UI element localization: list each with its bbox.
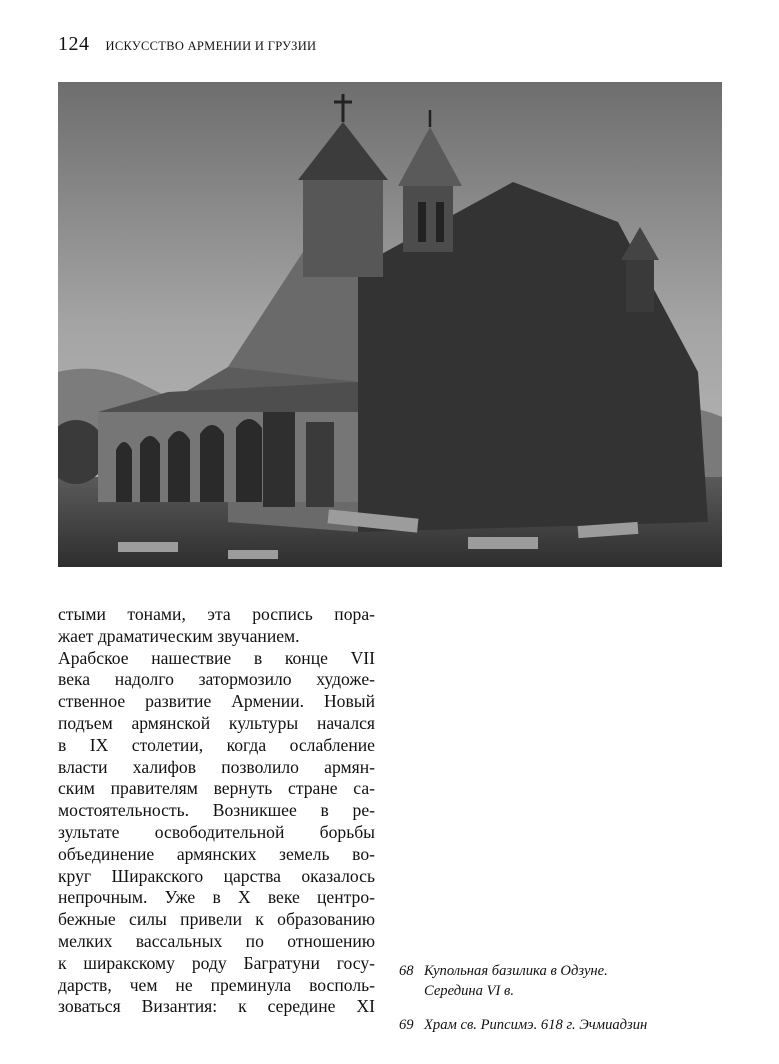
running-title: ИСКУССТВО АРМЕНИИ И ГРУЗИИ bbox=[105, 39, 317, 53]
body-line: круг Ширакского царства оказалось bbox=[58, 865, 375, 886]
caption-69 bbox=[399, 1015, 739, 1035]
page-number: 124 bbox=[58, 33, 90, 55]
body-text bbox=[58, 604, 375, 1018]
body-line: дарств, чем не преминула восполь- bbox=[58, 974, 375, 995]
body-line: в IX столетии, когда ослабление bbox=[58, 734, 375, 755]
body-line: зоваться Византия: к середине XI bbox=[58, 996, 375, 1017]
body-line: бежные силы привели к образованию bbox=[58, 909, 375, 930]
body-line: мелких вассальных по отношению bbox=[58, 930, 375, 951]
body-line: века надолго затормозило художе- bbox=[58, 669, 375, 690]
body-line: власти халифов позволило армян- bbox=[58, 756, 375, 777]
caption-text bbox=[424, 961, 739, 1001]
caption-line: Храм св. Рипсимэ. 618 г. Эчмиадзин bbox=[424, 1017, 648, 1033]
basilica-image bbox=[58, 82, 722, 567]
caption-line: Купольная базилика в Одзуне. bbox=[424, 963, 608, 979]
body-line: объединение армянских земель во- bbox=[58, 843, 375, 864]
body-line: ским правителям вернуть стране са- bbox=[58, 778, 375, 799]
body-line: подъем армянской культуры начался bbox=[58, 712, 375, 733]
caption-number: 69 bbox=[399, 1017, 414, 1033]
body-line: зультате освободительной борьбы bbox=[58, 821, 375, 842]
body-line: стыми тонами, эта роспись пора- bbox=[58, 604, 375, 624]
running-header bbox=[58, 33, 316, 61]
caption-line: Середина VI в. bbox=[424, 983, 514, 999]
body-line: жает драматическим звучанием. bbox=[58, 625, 300, 646]
body-line: ственное развитие Армении. Новый bbox=[58, 691, 375, 712]
church-photograph bbox=[58, 82, 722, 567]
body-line: мостоятельность. Возникшее в ре- bbox=[58, 800, 375, 821]
body-line: непрочным. Уже в X веке центро- bbox=[58, 887, 375, 908]
caption-number: 68 bbox=[399, 963, 414, 979]
body-line: Арабское нашествие в конце VII bbox=[58, 647, 375, 668]
caption-text bbox=[424, 1015, 739, 1035]
caption-68 bbox=[399, 961, 739, 1001]
body-line: к ширакскому роду Багратуни госу- bbox=[58, 952, 375, 973]
figure-captions bbox=[399, 961, 739, 1035]
